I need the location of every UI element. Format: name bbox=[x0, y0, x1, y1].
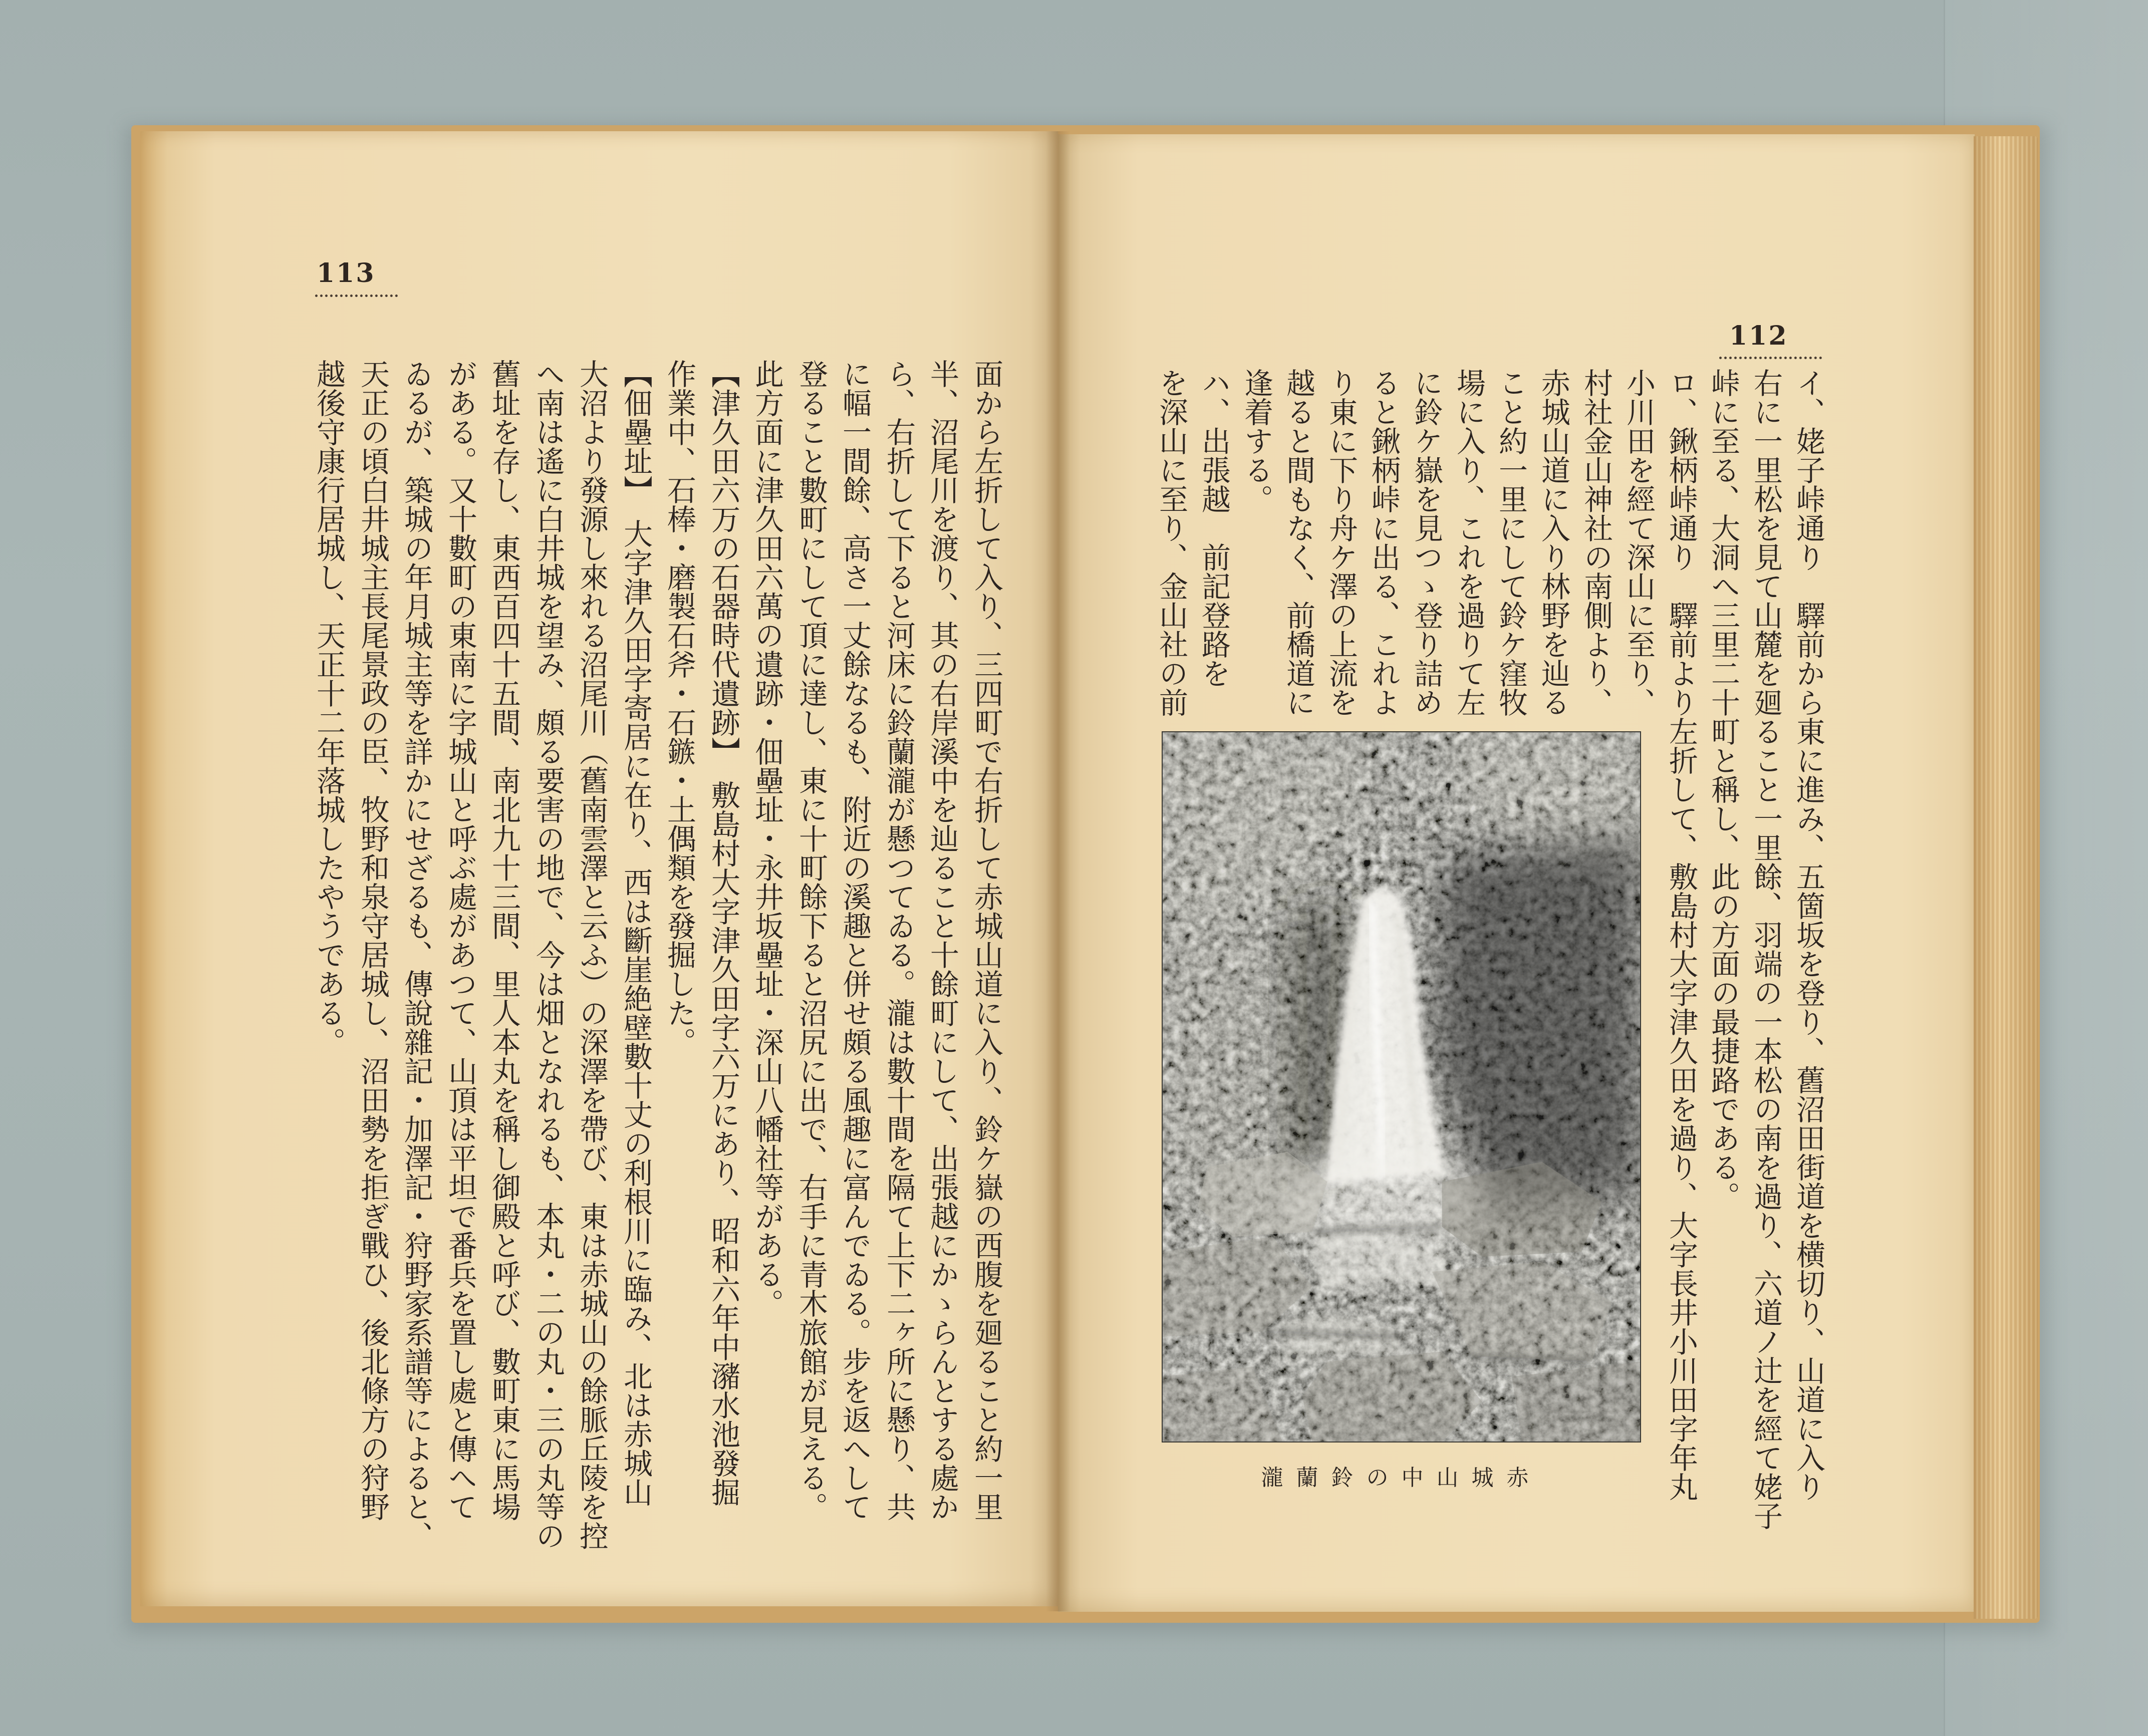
text-column: ゐるが、築城の年月城主等を詳かにせざるも、傳說雜記・加澤記・狩野家系譜等によると、 bbox=[399, 359, 433, 1550]
waterfall-photo-image bbox=[1163, 732, 1640, 1441]
waterfall-photo bbox=[1162, 731, 1641, 1442]
page-number-rule-right bbox=[1719, 357, 1822, 359]
text-column: 作業中、石棒・磨製石斧・石鏃・土偶類を發掘した。 bbox=[662, 359, 696, 1056]
text-column: 小川田を經て深山に至り、 bbox=[1622, 368, 1656, 717]
text-column: 越後守康行居城し、天正十二年落城したやうである。 bbox=[312, 359, 346, 1056]
text-column: に鈴ケ嶽を見つゝ登り詰め bbox=[1409, 368, 1443, 717]
text-column: ら、右折して下ると河床に鈴蘭瀧が懸つてゐる。瀧は數十間を隔て上下二ヶ所に懸り、共 bbox=[882, 359, 916, 1521]
text-column: 赤城山道に入り林野を辿る bbox=[1536, 368, 1570, 717]
text-column: 場に入り、これを過りて左 bbox=[1452, 368, 1486, 717]
text-column: 天正の頃白井城主長尾景政の臣、牧野和泉守居城し、沼田勢を拒ぎ戰ひ、後北條方の狩野 bbox=[356, 359, 390, 1521]
page-number-rule-left bbox=[315, 295, 398, 297]
text-column: 村社金山神社の南側より、 bbox=[1579, 368, 1613, 717]
text-column: り東に下り舟ケ澤の上流を bbox=[1324, 368, 1358, 717]
section-heading-column: 【津久田六万の石器時代遺跡】 敷島村大字津久田字六万にあり、昭和六年中瀦水池發掘 bbox=[706, 359, 740, 1507]
route-column: ハ、出張越 前記登路を bbox=[1197, 368, 1231, 688]
text-column: こと約一里にして鈴ケ窪牧 bbox=[1494, 368, 1528, 717]
text-column: 此方面に津久田六萬の遺跡・佃壘址・永井坂壘址・深山八幡社等がある。 bbox=[750, 359, 784, 1318]
text-column: がある。又十數町の東南に字城山と呼ぶ處があつて、山頂は平坦で番兵を置し處と傳へて bbox=[443, 359, 477, 1521]
text-column: 舊址を存し、東西百四十五間、南北九十三間、里人本丸を稱し御殿と呼び、數町東に馬場 bbox=[487, 359, 521, 1521]
photo-caption: 赤城山中の鈴蘭瀧 bbox=[1261, 1465, 1542, 1491]
page-edges bbox=[1974, 136, 2038, 1619]
text-column: に幅一間餘、高さ一丈餘なるも、附近の溪趣と併せ頗る風趣に富んでゐる。步を返へして bbox=[838, 359, 872, 1521]
text-column: 峠に至る、大洞へ三里二十町と稱し、此の方面の最捷路である。 bbox=[1706, 368, 1740, 1211]
text-column: 半、沼尾川を渡り、其の右岸溪中を辿ること十餘町にして、出張越にかゝらんとする處か bbox=[925, 359, 959, 1521]
text-column: 面から左折して入り、三四町で右折して赤城山道に入り、鈴ケ嶽の西腹を廻ること約一里 bbox=[969, 359, 1003, 1521]
text-column: ると鍬柄峠に出る、これよ bbox=[1367, 368, 1401, 717]
text-column: を深山に至り、金山社の前 bbox=[1154, 368, 1188, 717]
book-spine bbox=[1046, 131, 1070, 1611]
text-column: へ南は遙に白井城を望み、頗る要害の地で、今は畑となれるも、本丸・二の丸・三の丸等の bbox=[531, 359, 565, 1550]
text-column: 登ること數町にして頂に達し、東に十町餘下ると沼尻に出で、右手に青木旅館が見える。 bbox=[794, 359, 828, 1521]
text-column: 大沼より發源し來れる沼尾川（舊南雲澤と云ふ）の深澤を帶び、東は赤城山の餘脈丘陵を控 bbox=[575, 359, 609, 1550]
text-column: 越ると間もなく、前橋道に bbox=[1281, 368, 1315, 717]
route-column: イ、姥子峠通り 驛前から東に進み、五箇坂を登り、舊沼田街道を横切り、山道に入り bbox=[1791, 368, 1825, 1501]
page-number-right: 112 bbox=[1729, 321, 1788, 351]
route-column: ロ、鍬柄峠通り 驛前より左折して、敷島村大字津久田を過り、大字長井小川田字年丸 bbox=[1664, 368, 1698, 1501]
text-column: 右に一里松を見て山麓を廻ること一里餘、羽端の一本松の南を過り、六道ノ辻を經て姥子 bbox=[1749, 368, 1783, 1530]
section-heading-column: 【佃壘址】 大字津久田字寄居に在り、西は斷崖絶壁數十丈の利根川に臨み、北は赤城山 bbox=[619, 359, 653, 1507]
page-number-left: 113 bbox=[317, 258, 376, 288]
text-column: 逢着する。 bbox=[1239, 368, 1273, 513]
